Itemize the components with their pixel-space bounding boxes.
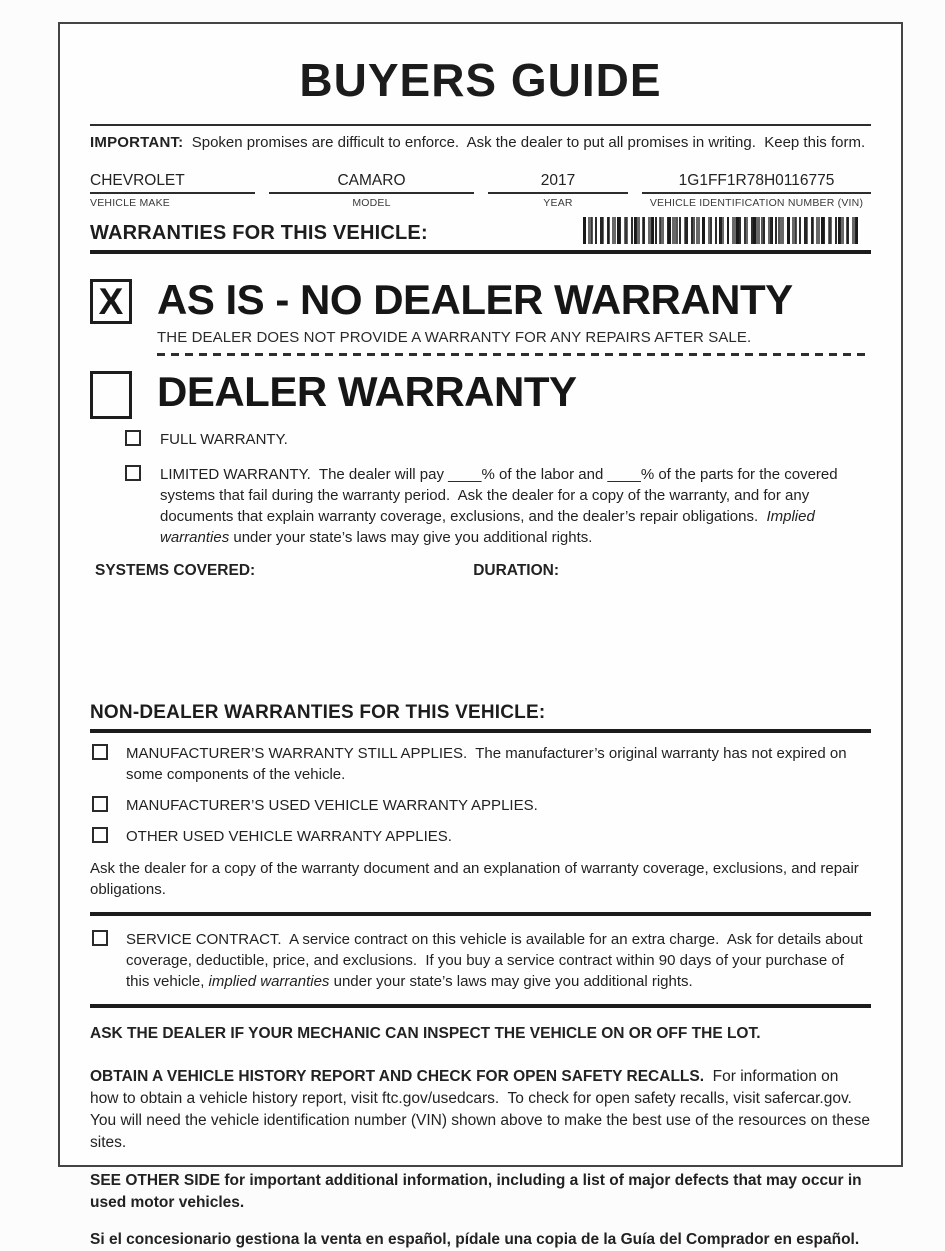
labor-percent-blank[interactable]: ____ — [448, 466, 482, 483]
buyers-guide-form — [58, 22, 903, 1248]
implied-warranties-italic: Implied warranties — [160, 508, 819, 546]
parts-percent-blank[interactable]: ____ — [607, 466, 641, 483]
important-text: Spoken promises are difficult to enforce. Ask the dealer to put all promises in writing. Keep this form. — [183, 134, 866, 151]
limited-warranty-row — [125, 464, 871, 548]
full-warranty-checkbox[interactable] — [125, 430, 141, 446]
systems-covered-blank-area[interactable] — [90, 580, 871, 702]
vehicle-make-field — [90, 172, 255, 209]
vehicle-vin-label: VEHICLE IDENTIFICATION NUMBER (VIN) — [649, 197, 864, 209]
important-notice — [90, 133, 871, 152]
non-dealer-warranties-header: NON-DEALER WARRANTIES FOR THIS VEHICLE: — [90, 702, 546, 723]
as-is-check-mark: X — [98, 281, 124, 322]
other-used-warranty-checkbox[interactable] — [92, 827, 108, 843]
dealer-warranty-title: DEALER WARRANTY — [157, 368, 577, 415]
vehicle-year-field — [488, 172, 628, 209]
vehicle-model-field — [269, 172, 474, 209]
full-warranty-label: FULL WARRANTY. — [160, 431, 288, 448]
systems-covered-label: SYSTEMS COVERED: — [95, 562, 256, 579]
as-is-section — [90, 276, 871, 324]
limited-warranty-text-2: % of the labor and — [481, 466, 608, 483]
mechanic-inspection-notice: ASK THE DEALER IF YOUR MECHANIC CAN INSPECT THE VEHICLE ON OR OFF THE LOT. — [90, 1025, 761, 1042]
as-is-subtitle: THE DEALER DOES NOT PROVIDE A WARRANTY FOR ANY REPAIRS AFTER SALE. — [157, 329, 752, 346]
manufacturers-warranty-row — [90, 743, 871, 785]
limited-warranty-checkbox[interactable] — [125, 465, 141, 481]
warranties-header-row — [90, 217, 871, 248]
warranty-document-note: Ask the dealer for a copy of the warranty document and an explanation of warranty coverage, exclusions, and repair obligations. — [90, 860, 863, 898]
dealer-warranty-section — [90, 368, 871, 419]
manufacturers-warranty-text: MANUFACTURER’S WARRANTY STILL APPLIES. The manufacturer’s original warranty has not expired on some components of the vehicle. — [126, 745, 851, 783]
vehicle-history-lead: OBTAIN A VEHICLE HISTORY REPORT AND CHECK FOR OPEN SAFETY RECALLS. — [90, 1068, 705, 1085]
manufacturers-used-warranty-text: MANUFACTURER’S USED VEHICLE WARRANTY APPLIES. — [126, 797, 538, 814]
limited-warranty-text-3: % of the parts for the covered systems that fail during the warranty period. Ask the dealer for a copy of the warranty, and for any documents that explain warranty coverage, exclusions, and the dealer’s repair obligations. — [160, 466, 842, 525]
implied-warranties-italic: implied warranties — [208, 973, 330, 990]
see-other-side-notice: SEE OTHER SIDE for important additional information, including a list of major defects that may occur in used motor vehicles. — [90, 1172, 866, 1211]
limited-warranty-text — [160, 464, 871, 548]
vin-barcode — [583, 217, 859, 244]
dashed-divider — [157, 353, 871, 356]
service-contract-row — [90, 929, 871, 992]
manufacturers-used-warranty-checkbox[interactable] — [92, 796, 108, 812]
service-contract-checkbox[interactable] — [92, 930, 108, 946]
vehicle-model-label: MODEL — [352, 197, 391, 209]
divider — [90, 1004, 871, 1008]
vehicle-make-label: VEHICLE MAKE — [90, 197, 171, 209]
other-used-warranty-row — [90, 826, 871, 847]
manufacturers-warranty-checkbox[interactable] — [92, 744, 108, 760]
divider — [90, 250, 871, 254]
warranties-header: WARRANTIES FOR THIS VEHICLE: — [90, 222, 428, 244]
vehicle-year-label: YEAR — [543, 197, 573, 209]
limited-warranty-text-1: LIMITED WARRANTY. The dealer will pay — [160, 466, 449, 483]
manufacturers-used-warranty-row — [90, 795, 871, 816]
other-used-warranty-text: OTHER USED VEHICLE WARRANTY APPLIES. — [126, 828, 452, 845]
service-contract-text-1: SERVICE CONTRACT. A service contract on this vehicle is available for an extra charge. Ask for details about coverage, deductible, price, and exclusions. If you buy a service contract within 90 days of your purchase of this vehicle, — [126, 931, 867, 990]
as-is-checkbox[interactable] — [90, 279, 132, 324]
important-label: IMPORTANT: — [90, 134, 184, 151]
vehicle-history-notice — [90, 1066, 875, 1154]
spanish-notice: Si el concesionario gestiona la venta en español, pídale una copia de la Guía del Comprador en español. — [90, 1231, 860, 1248]
vehicle-year-value: 2017 — [488, 172, 628, 194]
vehicle-make-value: CHEVROLET — [90, 172, 255, 194]
service-contract-text-2: under your state’s laws may give you additional rights. — [329, 973, 693, 990]
page-title: BUYERS GUIDE — [299, 54, 662, 106]
divider — [90, 729, 871, 733]
full-warranty-row — [125, 429, 871, 450]
duration-label: DURATION: — [473, 562, 560, 579]
as-is-title: AS IS - NO DEALER WARRANTY — [157, 276, 793, 323]
service-contract-text — [126, 929, 871, 992]
vehicle-vin-field — [642, 172, 871, 209]
dealer-warranty-checkbox[interactable] — [90, 371, 132, 419]
vehicle-info-row — [90, 172, 871, 209]
divider — [90, 124, 871, 126]
limited-warranty-text-4: under your state’s laws may give you additional rights. — [229, 529, 593, 546]
divider — [90, 912, 871, 916]
vehicle-vin-value: 1G1FF1R78H0116775 — [642, 172, 871, 194]
vehicle-history-body: For information on how to obtain a vehicle history report, visit ftc.gov/usedcars. To check for open safety recalls, visit safercar.gov. You will need the vehicle identification number (VIN) shown above to make the best use of the resources on these sites. — [90, 1068, 875, 1151]
systems-covered-row — [90, 562, 871, 580]
vehicle-model-value: CAMARO — [269, 172, 474, 194]
